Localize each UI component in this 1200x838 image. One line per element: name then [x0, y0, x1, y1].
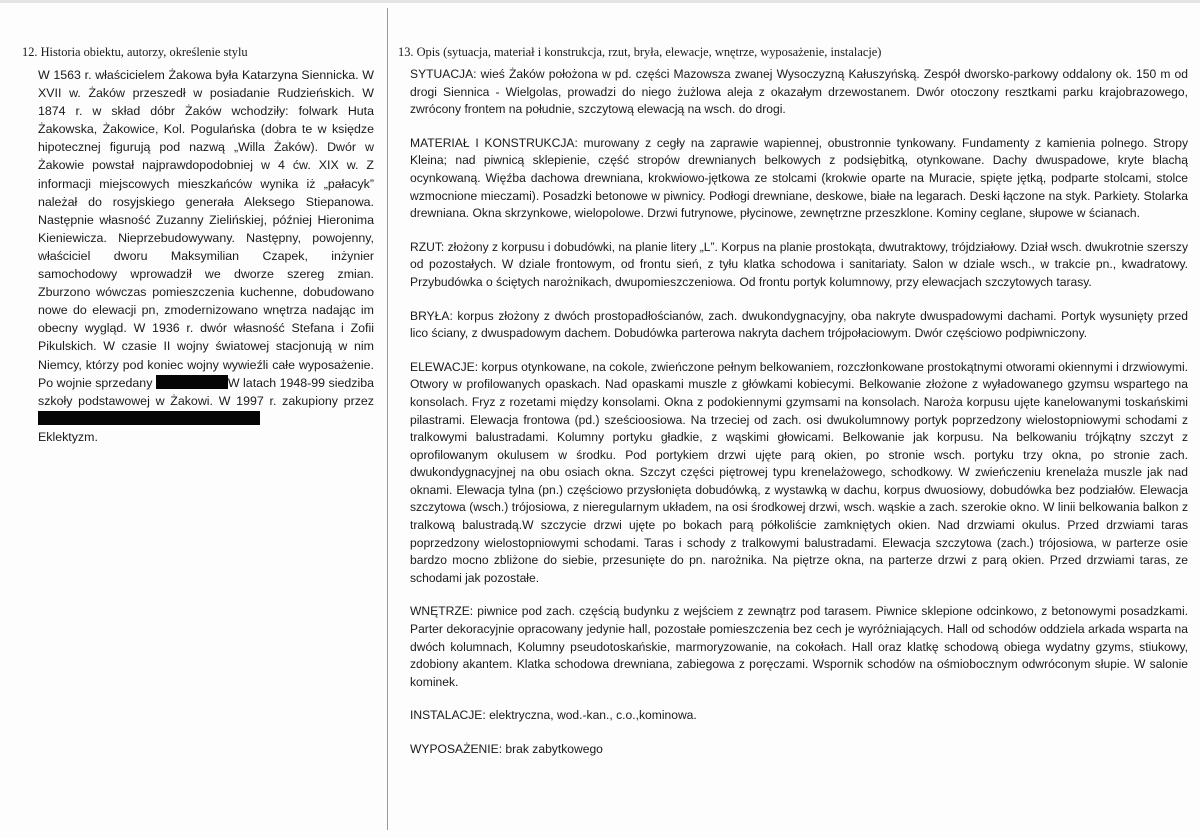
redaction-box [156, 375, 228, 389]
material-paragraph: MATERIAŁ I KONSTRUKCJA: murowany z cegły na zaprawie wapiennej, obustronnie tynkowany. Fundamenty z kamienia polnego. Stropy Kleina; nad piwnicą sklepienie, część stropów drewnianych belkowych z podsiębitką, otynkowane. Dachy dwuspadowe, kryte blachą ocynkowaną. Więźba dachowa drewniana, krokwiowo-jętkowa ze stolcami (krokwie oparte na Muracie, spięte jętką, podparte stolcami, stolce wzmocnione mieczami). Posadzki betonowe w piwnicy. Podłogi drewniane, deskowe, białe na legarach. Deski łączone na styk. Parkiety. Stolarka drewniana. Okna skrzynkowe, wielopolowe. Drzwi futrynowe, płycinowe, zewnętrzne przeszklone. Kominy ceglane, słupowe w ścianach. [410, 135, 1188, 221]
history-text [38, 66, 374, 428]
situation-paragraph: SYTUACJA: wieś Żaków położona w pd. części Mazowsza zwanej Wysoczyzną Kałuszyńską. Zespół dworsko-parkowy oddalony ok. 150 m od drogi Siennica - Wielgolas, prowadzi do niego żużlowa aleja z okazałym drzewostanem. Dwór otoczony resztkami parku krajobrazowego, zwrócony frontem na południe, szczytową elewacją na wsch. do drogi. [410, 67, 1188, 117]
description-body [410, 66, 1188, 759]
history-column [22, 44, 374, 446]
history-heading: 12. Historia obiektu, autorzy, określenie stylu [22, 45, 248, 59]
massing-paragraph: BRYŁA: korpus złożony z dwóch prostopadłościanów, zach. dwukondygnacyjny, oba nakryte dwuspadowymi dachami. Portyk wysunięty przed lico ściany, z dwuspadowym dachem. Dobudówka parterowa nakryta dachem trójpołaciowym. Dwór częściowo podpiwniczony. [410, 308, 1188, 341]
redaction-box [38, 411, 260, 425]
history-text-part-2: W latach 1948-99 siedziba szkoły podstawowej w Żakowi. W 1997 r. zakupiony przez [38, 375, 374, 408]
installations-paragraph: INSTALACJE: elektryczna, wod.-kan., c.o.,kominowa. [410, 708, 697, 723]
elevations-paragraph: ELEWACJE: korpus otynkowane, na cokole, zwieńczone pełnym belkowaniem, rozczłonkowane prostokątnymi otworami okiennymi i drzwiowymi. Otwory w profilowanych opaskach. Nad opaskami muszle z główkami kobiecymi. Belkowanie złożone z wyładowanego gzymsu wspartego na konsolach. Fryz z rozetami między konsolami. Okna z podokiennymi gzymsami na konsolach. Naroża korpusu ujęte kanelowanymi toskańskimi pilastrami. Elewacja frontowa (pd.) sześcioosiowa. Na trzeciej od zach. osi dwukolumnowy portyk poprzedzony wielostopniowymi schodami z tralkowymi balustradami. Kolumny portyku gładkie, z wąskimi głowicami. Belkowanie jak korpusu. Na belkowaniu trójkątny szczyt z oprofilowanym okulusem w środku. Pod portykiem drzwi ujęte parą okien, po stronie wsch. portyku trzy okna, po stronie zach. dwukondygnacyjnej na obu osiach okna. Szczyt części piętrowej typu krenelażowego, schodkowy. W zwieńczeniu krenelaża muszle jak nad oknami. Elewacja tylna (pn.) częściowo przysłonięta dobudówką, z wystawką w dachu, korpus dwuosiowy, dobudówka bez podziałów. Elewacja szczytowa (wsch.) trójosiowa, z nieregularnym układem, na osi środkowej drzwi, wsch. wąskie a zach. szerokie okno. W linii belkowania balkon z tralkową balustradą.W szczycie drzwi ujęte po bokach parą półkoliście zamkniętych okien. Nad drzwiami okulus. Przed drzwiami taras poprzedzony wielostopniowymi schodami. Taras i schody z tralkowymi balustradami. Elewacja szczytowa (zach.) trójosiowa, w parterze osie bardzo mocno zbliżone do siebie, przesunięte do pn. narożnika. Na piętrze okna, na parterze drzwi z parą okien. Przed drzwiami taras, ze schodami jak pozostałe. [410, 359, 1188, 585]
equipment-paragraph: WYPOSAŻENIE: brak zabytkowego [410, 742, 603, 756]
style-text: Eklektyzm. [38, 429, 98, 444]
scan-edge [0, 0, 1200, 3]
description-heading: 13. Opis (sytuacja, materiał i konstrukcja, rzut, bryła, elewacje, wnętrze, wyposażenie, instalacje) [398, 45, 882, 59]
history-body [38, 66, 374, 446]
history-text-part-1: W 1563 r. właścicielem Żakowa była Katarzyna Siennicka. W XVII w. Żaków przeszedł w posiadanie Rudzieńskich. W 1874 r. w skład dóbr Żaków wchodziły: folwark Huta Żakowska, Żakowice, Kol. Pogulańska (dobra te w księdze hipotecznej figurują pod nazwą „Willa Żaków). Dwór w Żakowie powstał najprawdopodobniej w 4 ćw. XIX w. Z informacji miejscowych mieszkańców wynika iż „pałacyk” należał do rosyjskiego generała Aleksego Stiepanowa. Następnie własność Zuzanny Zielińskiej, później Hieronima Kieniewicza. Nieprzebudowywany. Następny, powojenny, właściciel dworu Maksymilian Czapek, inżynier samochodowy wprowadził we dworze szereg zmian. Zburzono wówczas pomieszczenia kuchenne, dobudowano nowe do elewacji pn, zmodernizowano wnętrza nadając im obecny wygląd. W 1936 r. dwór własność Stefana i Zofii Pikulskich. W czasie II wojny światowej stacjonują w nim Niemcy, którzy pod koniec wojny wywieźli całe wyposażenie. Po wojnie sprzedany [38, 68, 374, 390]
plan-paragraph: RZUT: złożony z korpusu i dobudówki, na planie litery „L”. Korpus na planie prostokąta, dwutraktowy, trójdziałowy. Dział wsch. dwukrotnie szerszy od pozostałych. W dziale frontowym, od frontu sień, z tyłu klatka schodowa i sanitariaty. Salon w dziale wsch., w trakcie pn., kwadratowy. Przybudówka o ściętych narożnikach, dwupomieszczeniowa. Od frontu portyk kolumnowy, przy elewacjach szczytowych tarasy. [410, 239, 1188, 289]
description-column [398, 44, 1188, 775]
column-divider [387, 8, 388, 830]
interior-paragraph: WNĘTRZE: piwnice pod zach. częścią budynku z wejściem z zewnątrz pod tarasem. Piwnice sklepione odcinkowo, z betonowymi posadzkami. Parter dekoracyjnie opracowany jedynie hall, pozostałe pomieszczenia bez cech je wyróżniających. Hall od schodów oddziela arkada wsparta na dwóch kolumnach, Kolumny pseudotoskańskie, marmoryzowanie, na cokołach. Hall oraz klatkę schodową obiega wydatny gzyms, stiukowy, zdobiony akantem. Klatka schodowa drewniana, zabiegowa z poręczami. Wspornik schodów na ośmiobocznym odwróconym słupie. W salonie kominek. [410, 604, 1188, 689]
